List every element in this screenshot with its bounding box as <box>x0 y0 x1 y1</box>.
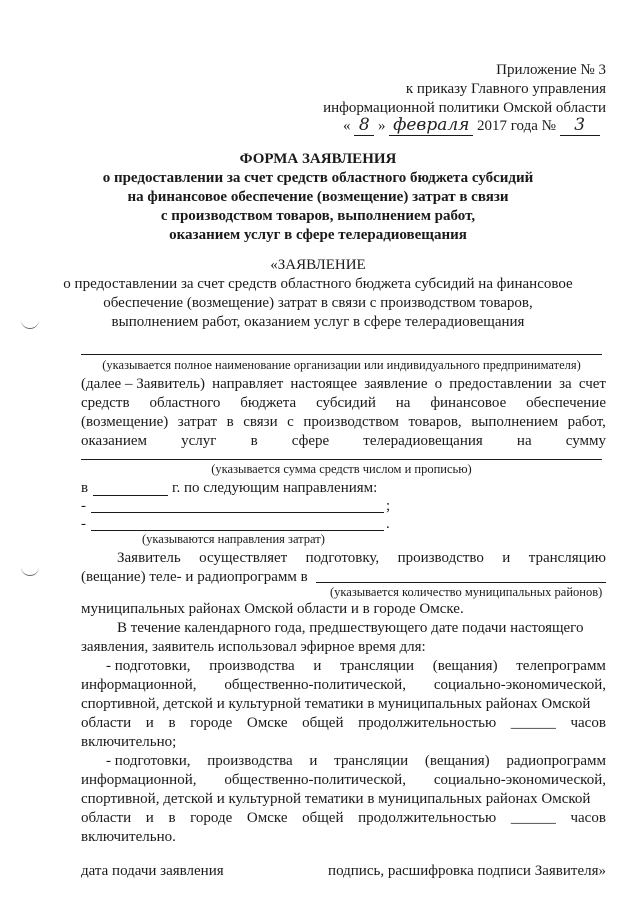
form-title-line-3: на финансовое обеспечение (возмещение) затрат в связи <box>127 189 509 205</box>
word: трансляцию <box>528 550 606 566</box>
word: информационной, <box>81 772 197 788</box>
word: счет <box>578 376 606 392</box>
word: и <box>309 753 318 769</box>
word: - подготовки, <box>106 658 191 674</box>
statement-title-line-3: обеспечение (возмещение) затрат в связи с производством товаров, <box>103 295 533 311</box>
radio-item-line-4 <box>81 809 606 828</box>
word: о <box>434 376 443 392</box>
word: на <box>395 395 411 411</box>
word: Омске <box>246 715 288 731</box>
date-quote-close: » <box>378 118 386 134</box>
word: общественно-политической, <box>224 677 406 693</box>
word: за <box>559 376 572 392</box>
year-prefix: в <box>81 480 89 496</box>
word: Омске <box>246 810 288 826</box>
word: и <box>502 550 511 566</box>
tv-hours-field[interactable]: ______ <box>510 715 556 731</box>
word: продолжительностью <box>358 715 497 731</box>
signature-label: подпись, расшифровка подписи Заявителя» <box>328 863 606 879</box>
sum-hint: (указывается сумма средств числом и прописью) <box>211 462 472 476</box>
date-quote-open: « <box>343 118 351 134</box>
sum-field[interactable] <box>81 459 602 460</box>
direction-dash-1: - <box>81 498 86 514</box>
paragraph-2-line-1 <box>117 549 606 568</box>
word: часов <box>570 810 606 826</box>
word: городе <box>190 715 233 731</box>
word: телепрограмм <box>516 658 606 674</box>
word: обеспечение <box>526 395 606 411</box>
word: заявление <box>364 376 428 392</box>
direction-field-2[interactable] <box>91 530 384 531</box>
word: субсидий <box>316 395 376 411</box>
handwritten-day: 8 <box>354 116 374 136</box>
direction-field-1[interactable] <box>91 512 384 513</box>
word: области <box>81 715 132 731</box>
statement-title-line-1: «ЗАЯВЛЕНИЕ <box>270 257 366 273</box>
word: сумму <box>565 433 606 449</box>
word: и <box>313 658 322 674</box>
handwritten-order-number: 3 <box>560 116 600 136</box>
handwritten-month: февраля <box>389 116 473 136</box>
statement-title-line-4: выполнением работ, оказанием услуг в сфере телерадиовещания <box>111 314 525 330</box>
radio-item-line-5: включительно. <box>81 829 176 845</box>
radio-hours-field[interactable]: ______ <box>510 810 556 826</box>
org-name-hint: (указывается полное наименование организации или индивидуального предпринимателя) <box>102 358 581 372</box>
org-name-field[interactable] <box>81 354 602 355</box>
districts-count-field[interactable] <box>316 582 606 583</box>
direction-dash-2: - <box>81 516 86 532</box>
paragraph-2-line-3: муниципальных районах Омской области и в городе Омске. <box>81 601 464 617</box>
appendix-line-3: информационной политики Омской области <box>323 100 606 116</box>
direction-semicolon: ; <box>386 498 391 514</box>
word: социально-экономической, <box>433 772 606 788</box>
word: социально-экономической, <box>433 677 606 693</box>
word: и <box>145 810 154 826</box>
word: подготовку, <box>305 550 380 566</box>
word: финансовое <box>430 395 507 411</box>
paragraph-3-line-1: В течение календарного года, предшествующего дате подачи настоящего <box>117 620 584 636</box>
word: производства <box>209 658 295 674</box>
word: телерадиовещания <box>363 433 483 449</box>
word: общей <box>302 715 344 731</box>
form-title-line-5: оказанием услуг в сфере телерадиовещания <box>169 227 467 243</box>
tv-item-line-4 <box>81 714 606 733</box>
paragraph-2-line-2: (вещание) теле- и радиопрограмм в <box>81 569 308 585</box>
radio-item-line-1 <box>106 752 606 771</box>
districts-hint: (указывается количество муниципальных районов) <box>330 585 603 599</box>
word: трансляции <box>334 753 409 769</box>
paragraph-3-line-2: заявления, заявитель использовал эфирное время для: <box>81 639 426 655</box>
word: направляет <box>212 376 284 392</box>
word: на <box>516 433 532 449</box>
word: в <box>250 433 258 449</box>
word: товаров, <box>408 414 462 430</box>
radio-item-line-3: спортивной, детской и культурной тематики в муниципальных районах Омской <box>81 791 591 807</box>
appendix-line-1: Приложение № 3 <box>496 62 606 78</box>
word: предоставлении <box>449 376 552 392</box>
word: (вещания) <box>424 753 490 769</box>
word: областного <box>149 395 221 411</box>
year-field[interactable] <box>93 495 168 496</box>
word: средств <box>81 395 130 411</box>
tv-item-line-5: включительно; <box>81 734 177 750</box>
word: оказанием <box>81 433 148 449</box>
tv-item-line-3: спортивной, детской и культурной тематики в муниципальных районах Омской <box>81 696 591 712</box>
year-suffix: г. по следующим направлениям: <box>172 480 378 496</box>
paragraph-1-line-1 <box>81 375 606 394</box>
word: связи <box>243 414 278 430</box>
margin-mark-bottom <box>21 567 39 576</box>
word: работ, <box>567 414 606 430</box>
word: сфере <box>291 433 330 449</box>
date-of-submission-label: дата подачи заявления <box>81 863 224 879</box>
word: производство <box>397 550 484 566</box>
paragraph-1-line-3 <box>81 413 606 432</box>
appendix-date-line <box>343 116 600 136</box>
form-title-line-4: с производством товаров, выполнением работ, <box>160 208 476 224</box>
directions-hint: (указываются направления затрат) <box>142 532 325 546</box>
word: (вещания) <box>432 658 498 674</box>
word: городе <box>190 810 233 826</box>
word: производства <box>207 753 293 769</box>
statement-title-line-2: о предоставлении за счет средств областного бюджета субсидий на финансовое <box>63 276 573 292</box>
word: радиопрограмм <box>506 753 606 769</box>
word: выполнением <box>471 414 559 430</box>
word: - подготовки, <box>106 753 191 769</box>
word: (возмещение) <box>81 414 169 430</box>
word: бюджета <box>240 395 297 411</box>
word: Заявитель <box>117 550 181 566</box>
word: области <box>81 810 132 826</box>
tv-item-line-1 <box>106 657 606 676</box>
word: общей <box>302 810 344 826</box>
tv-item-line-2 <box>81 676 606 695</box>
word: (далее – Заявитель) <box>81 376 205 392</box>
form-title-line-1: ФОРМА ЗАЯВЛЕНИЯ <box>239 151 397 167</box>
word: часов <box>570 715 606 731</box>
word: производством <box>303 414 399 430</box>
word: услуг <box>181 433 217 449</box>
word: осуществляет <box>199 550 288 566</box>
word: в <box>226 414 234 430</box>
word: в <box>168 810 176 826</box>
word: трансляции <box>340 658 415 674</box>
direction-period: . <box>386 516 390 532</box>
word: настоящее <box>290 376 358 392</box>
word: продолжительностью <box>358 810 497 826</box>
word: затрат <box>177 414 218 430</box>
word: с <box>287 414 294 430</box>
word: общественно-политической, <box>224 772 406 788</box>
form-title-line-2: о предоставлении за счет средств областного бюджета субсидий <box>102 170 534 186</box>
paragraph-1-line-2 <box>81 394 606 413</box>
word: и <box>145 715 154 731</box>
appendix-line-2: к приказу Главного управления <box>405 81 606 97</box>
paragraph-1-line-4 <box>81 432 606 451</box>
radio-item-line-2 <box>81 771 606 790</box>
word: в <box>168 715 176 731</box>
year-and-number-label: 2017 года № <box>477 118 556 134</box>
word: информационной, <box>81 677 197 693</box>
